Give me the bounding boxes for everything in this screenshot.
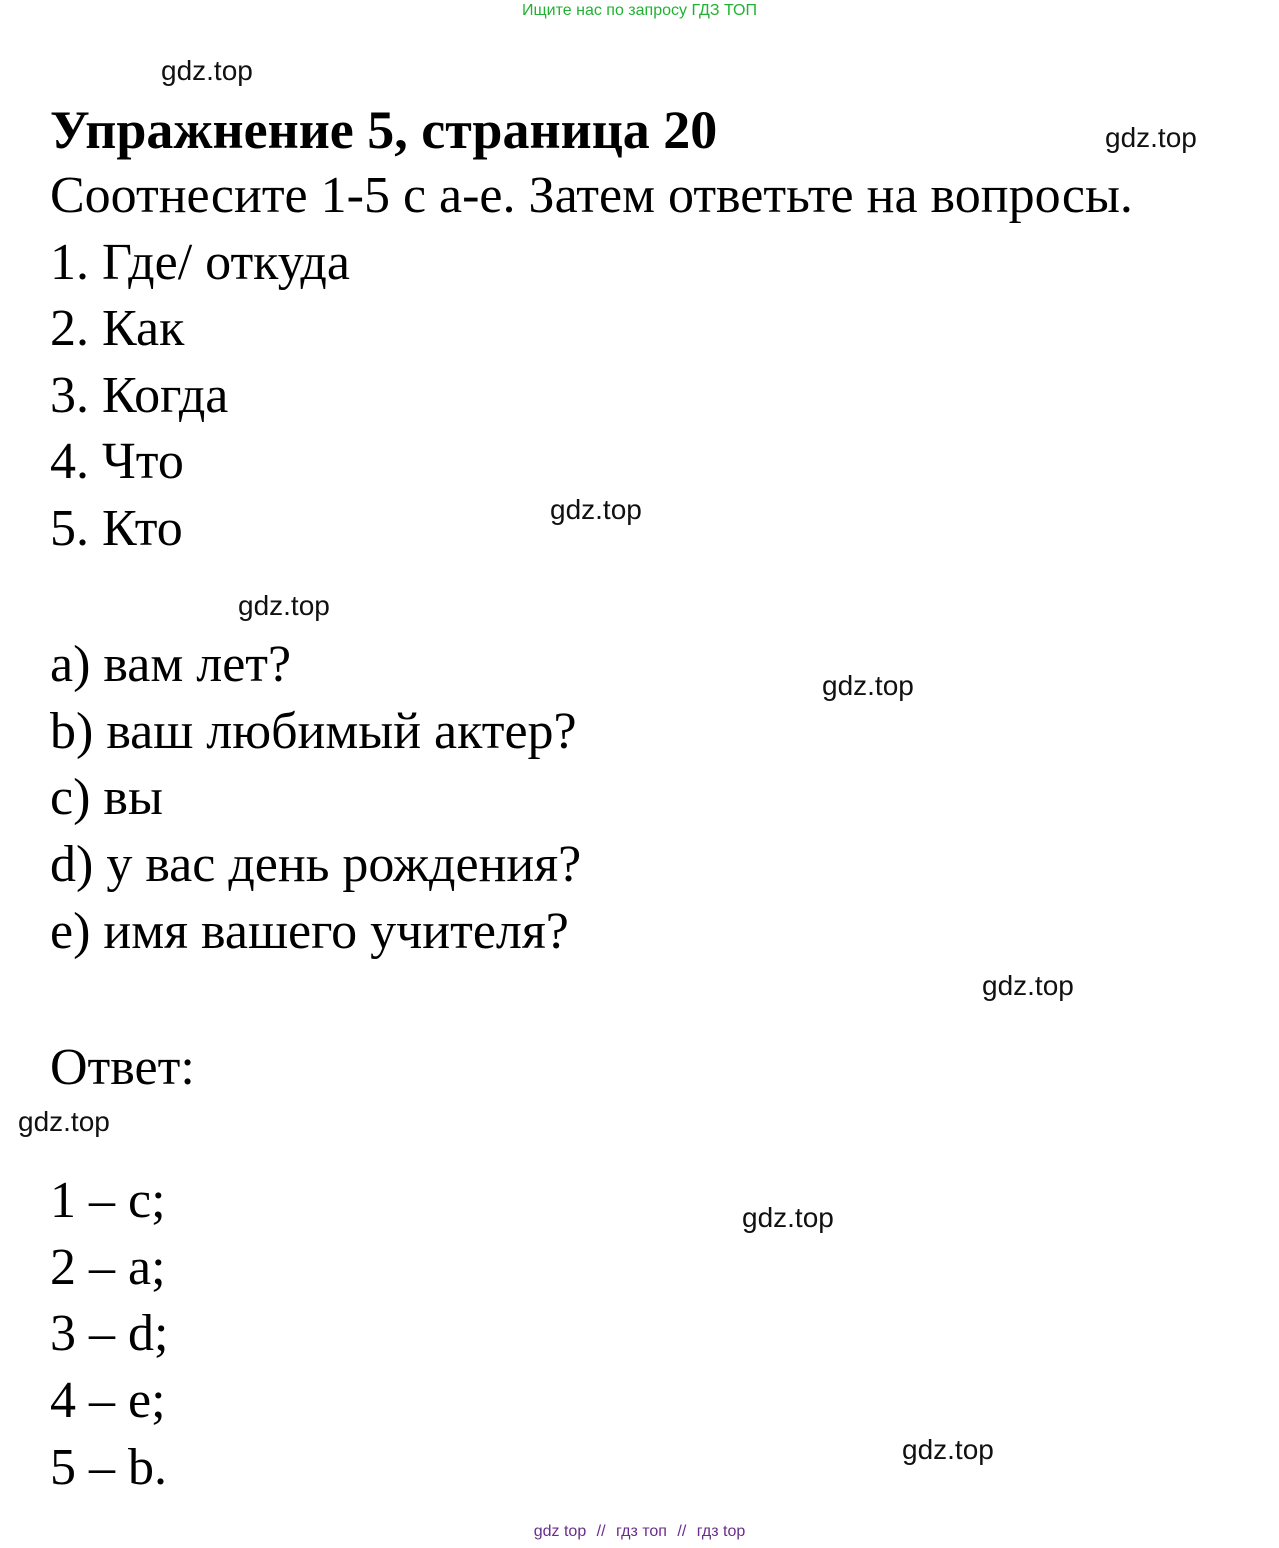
numbered-item-5: 5. Кто (50, 500, 183, 557)
numbered-item-4: 4. Что (50, 433, 184, 490)
footer-link-gdz-top-ru[interactable]: гдз топ (616, 1523, 667, 1540)
exercise-title: Упражнение 5, страница 20 (50, 100, 718, 160)
footer-links (0, 1521, 1279, 1543)
footer-separator: // (596, 1523, 606, 1540)
answer-3: 3 – d; (50, 1305, 169, 1362)
answer-4: 4 – e; (50, 1372, 166, 1429)
answer-1: 1 – c; (50, 1172, 166, 1229)
watermark-4: gdz.top (238, 590, 330, 621)
watermark-3: gdz.top (550, 494, 642, 525)
watermark-6: gdz.top (982, 970, 1074, 1001)
watermark-1: gdz.top (161, 55, 253, 86)
lettered-item-a: a) вам лет? (50, 636, 292, 693)
watermark-8: gdz.top (742, 1202, 834, 1233)
footer-link-gdz-top[interactable]: gdz top (533, 1523, 587, 1540)
lettered-item-b: b) ваш любимый актер? (50, 703, 577, 760)
instruction-text: Соотнесите 1-5 с a-e. Затем ответьте на вопросы. (50, 167, 1133, 224)
answer-label: Ответ: (50, 1039, 195, 1096)
footer-separator: // (677, 1523, 687, 1540)
watermark-9: gdz.top (902, 1434, 994, 1465)
lettered-item-e: e) имя вашего учителя? (50, 903, 569, 960)
top-banner: Ищите нас по запросу ГДЗ ТОП (522, 2, 757, 19)
watermark-7: gdz.top (18, 1106, 110, 1137)
numbered-item-1: 1. Где/ откуда (50, 234, 350, 291)
lettered-item-d: d) у вас день рождения? (50, 836, 582, 893)
numbered-item-2: 2. Как (50, 300, 185, 357)
watermark-5: gdz.top (822, 670, 914, 701)
numbered-item-3: 3. Когда (50, 367, 229, 424)
lettered-item-c: c) вы (50, 769, 163, 826)
footer-link-gdz-top-mixed[interactable]: гдз top (696, 1523, 746, 1540)
watermark-2: gdz.top (1105, 122, 1197, 153)
answer-5: 5 – b. (50, 1439, 167, 1496)
answer-2: 2 – a; (50, 1239, 166, 1296)
